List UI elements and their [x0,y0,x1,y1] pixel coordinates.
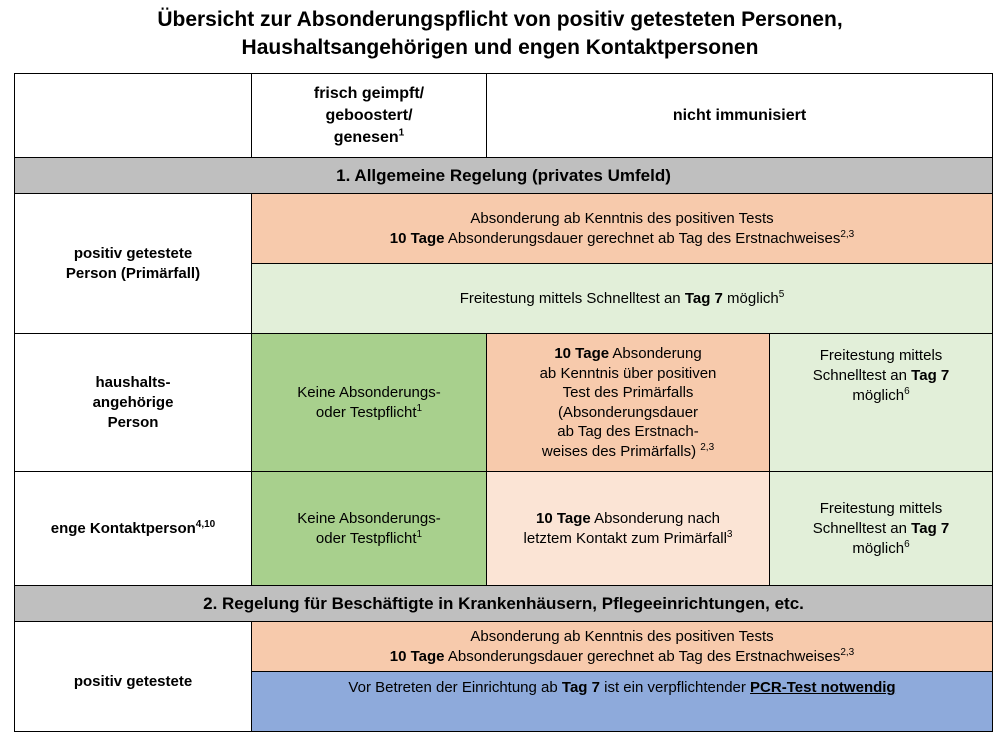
header-empty-cell [15,74,252,158]
s2-positive-isolation-cell [252,622,993,672]
isolation-word: Absonderung [609,345,702,362]
household-isolation-line-4: (Absonderungsdauer [557,403,699,421]
header-vaccinated-line-2: geboostert/ [325,106,413,124]
header-vaccinated-line-1: frisch geimpft/ [313,84,425,102]
contact-freetest-line-3 [774,539,988,559]
household-vaccinated-line-1: Keine Absonderungs- [297,383,441,401]
household-label [15,334,252,472]
freetest-day: Tag 7 [911,367,950,384]
section-2-title: 2. Regelung für Beschäftigte in Krankenhäusern, Pflegeeinrichtungen, etc. [15,586,993,622]
isolation-days: 10 Tage [389,229,445,247]
isolation-line-2-text: letztem Kontakt zum Primärfall [523,529,727,547]
contact-label-text: enge Kontaktperson [50,519,196,537]
pcr-text-mid: ist ein verpflichtender [599,679,751,696]
freetest-possible: möglich [852,387,905,404]
positive-person-label [15,194,252,334]
freetest-possible: möglich [852,539,905,557]
isolation-days: 10 Tage [389,647,445,665]
section-1-row [15,158,993,194]
household-freetest-line-3 [774,386,988,406]
footnote-ref: 5 [778,288,785,300]
footnote-ref: 6 [904,538,910,550]
freetest-text: Schnelltest an [812,519,912,537]
contact-vaccinated-line-2 [256,529,482,549]
header-vaccinated-word: genesen [333,128,399,146]
footnote-ref: 2,3 [840,646,855,658]
household-freetest-line-1: Freitestung mittels [819,347,943,364]
section-1-title: 1. Allgemeine Regelung (privates Umfeld) [15,158,993,194]
positive-isolation-line-2 [256,229,988,249]
header-row [15,74,993,158]
positive-freetest-cell [252,264,993,334]
contact-isolation-line-2 [491,529,765,549]
positive-person-isolation-row [15,194,993,264]
isolation-rest-text: Absonderungsdauer gerechnet ab Tag des Erstnachweises [444,647,841,665]
positive-isolation-line-1: Absonderung ab Kenntnis des positiven Tests [470,209,774,227]
footnote-ref: 4,10 [195,518,216,530]
header-not-immunized: nicht immunisiert [487,74,993,158]
s2-positive-label-line-1: positiv getestete [73,673,193,690]
footnote-ref: 2,3 [840,228,855,240]
household-row [15,334,993,472]
s2-pcr-cell [252,672,993,732]
contact-vaccinated-cell [252,472,487,586]
freetest-day: Tag 7 [684,289,723,307]
s2-positive-person-label [15,622,252,732]
positive-label-line-2: Person (Primärfall) [65,264,201,282]
isolation-line-6-text: weises des Primärfalls) [541,442,701,460]
household-label-line-1: haushalts- [95,373,171,391]
footnote-ref: 1 [416,528,423,540]
household-isolation-line-2: ab Kenntnis über positiven [539,364,717,382]
freetest-text: Freitestung mittels Schnelltest an [459,289,685,307]
household-freetest-cell [770,334,993,472]
contact-label [15,472,252,586]
document-title [0,6,1000,62]
freetest-text: Schnelltest an [812,367,912,384]
contact-freetest-cell [770,472,993,586]
household-vaccinated-line-2 [256,403,482,423]
household-vaccinated-cell [252,334,487,472]
no-obligation-text: oder Testpflicht [315,529,417,547]
footnote-ref: 1 [416,402,423,414]
household-isolation-line-5: ab Tag des Erstnach- [557,423,699,440]
positive-isolation-cell [252,194,993,264]
contact-isolation-line-1 [491,509,765,529]
pcr-required: PCR-Test notwendig [750,679,896,696]
contact-row [15,472,993,586]
household-isolation-line-3: Test des Primärfalls [562,384,694,401]
no-obligation-text: oder Testpflicht [315,403,417,421]
s2-positive-isolation-row [15,622,993,672]
contact-vaccinated-line-1: Keine Absonderungs- [297,509,441,527]
title-line-2: Haushaltsangehörigen und engen Kontaktpersonen [241,36,759,59]
s2-isolation-line-2 [256,647,988,667]
contact-freetest-line-2 [774,519,988,539]
s2-isolation-line-1: Absonderung ab Kenntnis des positiven Tests [470,627,774,645]
contact-isolation-cell [487,472,770,586]
header-vaccinated-line-3 [256,127,482,149]
footnote-ref: 1 [398,127,405,139]
isolation-days: 10 Tage [554,345,610,362]
contact-freetest-line-1: Freitestung mittels [819,499,943,517]
freetest-day: Tag 7 [911,519,950,537]
isolation-rules-table [14,73,993,732]
title-line-1: Übersicht zur Absonderungspflicht von positiv getesteten Personen, [157,8,843,31]
household-isolation-line-6 [491,442,765,462]
household-isolation-line-1 [491,344,765,364]
positive-label-line-1: positiv getestete [73,244,193,262]
pcr-day: Tag 7 [561,679,600,696]
isolation-word: Absonderung nach [590,509,721,527]
header-vaccinated [252,74,487,158]
freetest-text-end: möglich [722,289,779,307]
isolation-rest-text: Absonderungsdauer gerechnet ab Tag des Erstnachweises [444,229,841,247]
pcr-text: Vor Betreten der Einrichtung ab [348,679,562,696]
household-label-line-3: Person [107,413,159,431]
footnote-ref: 6 [904,386,910,397]
footnote-ref: 2,3 [700,441,715,453]
household-label-line-2: angehörige [92,393,174,411]
footnote-ref: 3 [726,528,733,540]
household-isolation-cell [487,334,770,472]
section-2-row [15,586,993,622]
isolation-days: 10 Tage [535,509,591,527]
household-freetest-line-2 [774,366,988,386]
